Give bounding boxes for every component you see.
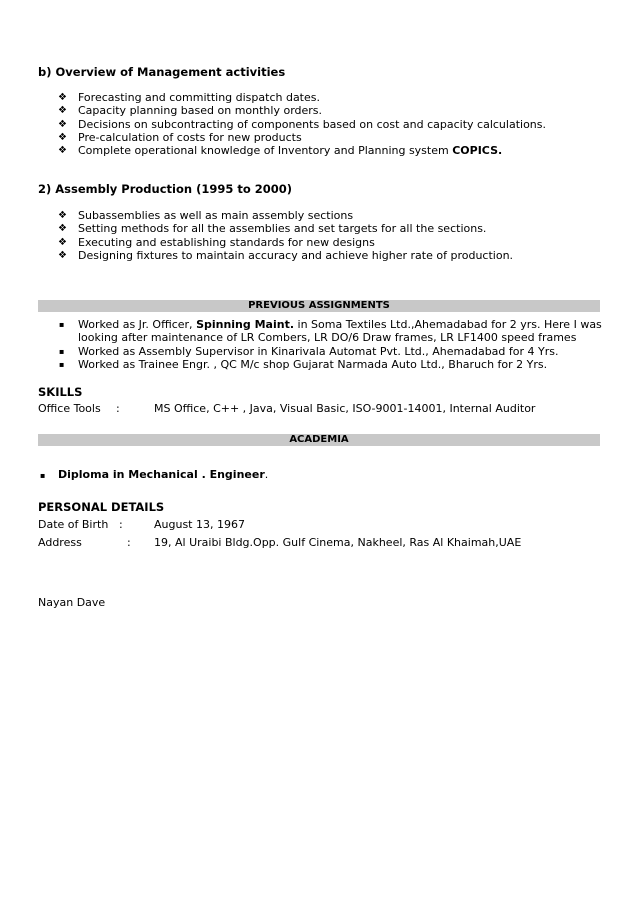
- diamond-bullet-icon: ❖: [58, 210, 67, 221]
- section-b-title: b) Overview of Management activities: [38, 65, 286, 79]
- address-colon: :: [127, 536, 131, 549]
- diamond-bullet-icon: ❖: [58, 131, 67, 143]
- address-value: 19, Al Uraibi Bldg.Opp. Gulf Cinema, Nakheel, Ras Al Khaimah,UAE: [154, 536, 522, 549]
- address-label: Address: [38, 536, 82, 549]
- skills-row: [38, 402, 535, 415]
- skills-label: Office Tools: [38, 402, 101, 415]
- diamond-bullet-icon: ❖: [58, 223, 67, 235]
- list-item: ❖ Subassemblies as well as main assembly sections: [58, 209, 354, 222]
- dob-label: Date of Birth: [38, 518, 109, 531]
- list-item: ❖ Forecasting and committing dispatch dates.: [58, 91, 320, 104]
- signature-name: Nayan Dave: [38, 596, 106, 609]
- list-item: ❖ Designing fixtures to maintain accuracy and achieve higher rate of production.: [58, 248, 514, 262]
- address-row: [38, 536, 521, 549]
- previous-assignments-list: [54, 318, 604, 371]
- skills-title: SKILLS: [38, 385, 83, 399]
- diamond-bullet-icon: ❖: [58, 236, 67, 248]
- square-bullet-icon: ▪: [59, 320, 65, 329]
- square-bullet-icon: ▪: [40, 471, 46, 480]
- list-item: ❖ Decisions on subcontracting of components based on cost and capacity calculations.: [58, 117, 546, 131]
- dob-row: [38, 518, 245, 531]
- academia-header: ACADEMIA: [38, 434, 600, 446]
- academia-item: ▪ Diploma in Mechanical . Engineer.: [40, 468, 269, 481]
- list-item: ❖ Complete operational knowledge of Inventory and Planning system COPICS.: [58, 144, 503, 158]
- diamond-bullet-icon: ❖: [58, 105, 67, 117]
- section-2-title: 2) Assembly Production (1995 to 2000): [38, 182, 293, 196]
- previous-assignments-header: PREVIOUS ASSIGNMENTS: [38, 300, 600, 312]
- list-item: ▪ Worked as Jr. Officer, Spinning Maint. in Soma Textiles Ltd.,Ahemadabad for 2 yrs. Here I was looking after maintenance of LR Combers, LR DO/6 Draw frames, LR LF1400 speed frames: [59, 318, 602, 345]
- diamond-bullet-icon: ❖: [58, 118, 67, 130]
- list-item: ❖ Executing and establishing standards for new designs: [58, 235, 375, 249]
- list-item: ❖ Capacity planning based on monthly orders.: [58, 104, 323, 118]
- skills-value: MS Office, C++ , Java, Visual Basic, ISO-9001-14001, Internal Auditor: [154, 402, 536, 415]
- list-item: ▪ Worked as Assembly Supervisor in Kinarivala Automat Pvt. Ltd., Ahemadabad for 4 Yrs.: [59, 344, 559, 358]
- diamond-bullet-icon: ❖: [58, 92, 67, 103]
- list-item: ❖ Pre-calculation of costs for new products: [58, 130, 302, 144]
- list-item: ❖ Setting methods for all the assemblies and set targets for all the sections.: [58, 222, 487, 236]
- skills-colon: :: [116, 402, 120, 415]
- dob-value: August 13, 1967: [154, 518, 245, 531]
- section-2-list: [54, 209, 513, 262]
- section-b-list: [54, 91, 546, 157]
- square-bullet-icon: ▪: [59, 359, 65, 369]
- diamond-bullet-icon: ❖: [58, 145, 67, 157]
- personal-details-title: PERSONAL DETAILS: [38, 500, 165, 514]
- dob-colon: :: [119, 518, 123, 531]
- diamond-bullet-icon: ❖: [58, 249, 67, 261]
- list-item: ▪ Worked as Trainee Engr. , QC M/c shop Gujarat Narmada Auto Ltd., Bharuch for 2 Yrs.: [59, 357, 548, 371]
- square-bullet-icon: ▪: [59, 346, 65, 356]
